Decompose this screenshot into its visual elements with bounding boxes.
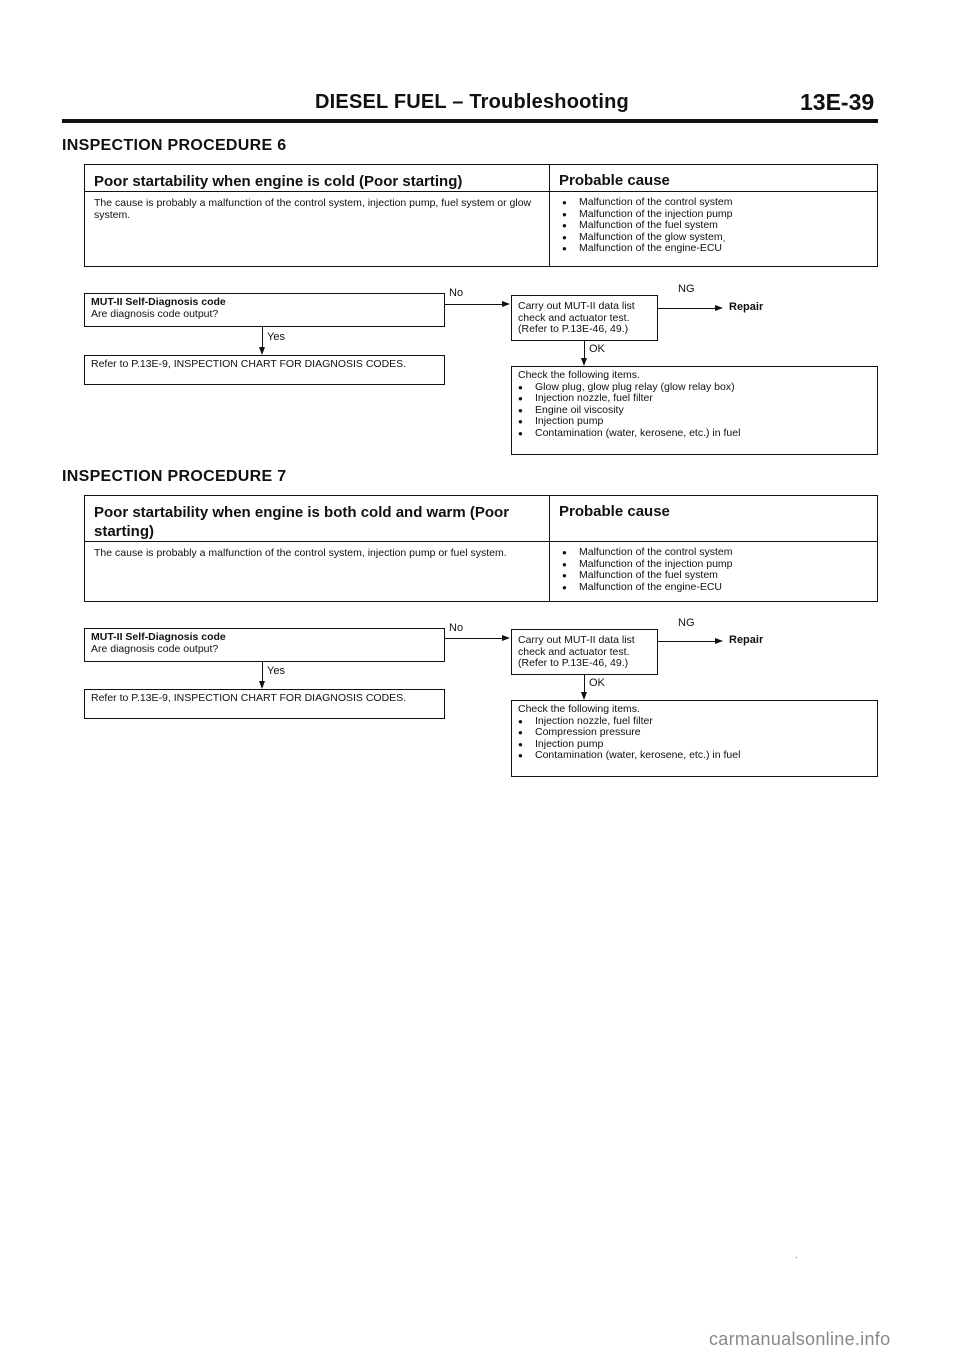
- probable-cause-heading: Probable cause: [550, 165, 878, 192]
- refer-text: Refer to P.13E-9, INSPECTION CHART FOR DIAGNOSIS CODES.: [91, 358, 407, 370]
- yes-label: Yes: [267, 665, 285, 677]
- refer-box: [84, 355, 445, 385]
- data-list-line: Carry out MUT-II data list: [518, 634, 635, 646]
- list-item: ● Malfunction of the injection pump: [562, 559, 877, 571]
- diagnosis-title: MUT-II Self-Diagnosis code: [91, 631, 226, 643]
- symptom-heading: Poor startability when engine is cold (Poor starting): [85, 165, 550, 192]
- diagnosis-question: Are diagnosis code output?: [91, 307, 219, 320]
- no-label: No: [449, 287, 464, 299]
- data-list-line: check and actuator test.: [518, 311, 630, 324]
- arrow-down-icon: [581, 358, 587, 366]
- ng-label: NG: [678, 617, 695, 629]
- ng-arrow-line: [658, 308, 716, 309]
- list-item: ● Malfunction of the engine-ECU: [562, 243, 877, 255]
- list-item: ● Malfunction of the glow systemˎ: [562, 232, 877, 244]
- no-arrow-line: [445, 638, 503, 639]
- procedure-6-table: [84, 164, 878, 267]
- ok-label: OK: [589, 677, 605, 689]
- arrow-down-icon: [259, 681, 265, 689]
- ok-label: OK: [589, 343, 605, 355]
- list-item: ● Malfunction of the fuel system: [562, 220, 877, 232]
- procedure-6-title: INSPECTION PROCEDURE 6: [62, 137, 287, 154]
- diagnosis-question: Are diagnosis code output?: [91, 642, 219, 655]
- list-item: ● Malfunction of the control system: [562, 197, 877, 209]
- arrow-right-icon: [715, 638, 723, 644]
- page-number: 13E-39: [800, 89, 875, 115]
- list-item: ● Injection pump: [518, 739, 871, 751]
- cause-description: The cause is probably a malfunction of the control system, injection pump or fuel system.: [85, 542, 550, 602]
- diagnosis-code-box: [84, 628, 445, 662]
- list-item: ● Injection nozzle, fuel filter: [518, 716, 871, 728]
- list-item: ● Malfunction of the fuel system: [562, 570, 877, 582]
- header-rule: [62, 119, 878, 123]
- watermark: carmanualsonline.info: [709, 1329, 891, 1349]
- yes-arrow-line: [262, 327, 263, 349]
- procedure-7-title: INSPECTION PROCEDURE 7: [62, 468, 287, 485]
- data-list-line: (Refer to P.13E-46, 49.): [518, 323, 629, 335]
- diagnosis-code-box: [84, 293, 445, 327]
- arrow-down-icon: [581, 692, 587, 700]
- stray-mark: .: [795, 1250, 798, 1261]
- refer-text: Refer to P.13E-9, INSPECTION CHART FOR DIAGNOSIS CODES.: [91, 692, 407, 704]
- list-item: ● Injection nozzle, fuel filter: [518, 393, 871, 405]
- arrow-right-icon: [502, 635, 510, 641]
- probable-cause-list: [550, 542, 878, 602]
- list-item: ● Glow plug, glow plug relay (glow relay box): [518, 382, 871, 394]
- page-title: DIESEL FUEL – Troubleshooting: [315, 91, 629, 113]
- procedure-7-table: [84, 495, 878, 602]
- list-item: ● Compression pressure: [518, 727, 871, 739]
- probable-cause-heading: Probable cause: [550, 496, 878, 542]
- diagnosis-title: MUT-II Self-Diagnosis code: [91, 296, 226, 308]
- list-item: ● Contamination (water, kerosene, etc.) in fuel: [518, 428, 871, 440]
- data-list-line: (Refer to P.13E-46, 49.): [518, 657, 629, 669]
- arrow-right-icon: [715, 305, 723, 311]
- list-item: ● Malfunction of the injection pump: [562, 209, 877, 221]
- check-items-box: [511, 366, 878, 455]
- cause-description: The cause is probably a malfunction of the control system, injection pump, fuel system or glow system.: [85, 192, 550, 267]
- symptom-heading: Poor startability when engine is both cold and warm (Poor starting): [85, 496, 550, 542]
- probable-cause-list: [550, 192, 878, 267]
- ng-arrow-line: [658, 641, 716, 642]
- yes-arrow-line: [262, 662, 263, 683]
- data-list-box: [511, 295, 658, 341]
- yes-label: Yes: [267, 331, 285, 343]
- repair-label: Repair: [729, 301, 764, 313]
- list-item: ● Contamination (water, kerosene, etc.) in fuel: [518, 750, 871, 762]
- data-list-line: Carry out MUT-II data list: [518, 300, 635, 312]
- list-item: ● Malfunction of the engine-ECU: [562, 582, 877, 594]
- no-label: No: [449, 622, 464, 634]
- data-list-line: check and actuator test.: [518, 645, 630, 658]
- no-arrow-line: [445, 304, 503, 305]
- repair-label: Repair: [729, 634, 764, 646]
- list-item: ● Injection pump: [518, 416, 871, 428]
- data-list-box: [511, 629, 658, 675]
- check-items-box: [511, 700, 878, 777]
- list-item: ● Engine oil viscosity: [518, 405, 871, 417]
- ng-label: NG: [678, 283, 695, 295]
- refer-box: [84, 689, 445, 719]
- check-title: Check the following items.: [518, 369, 640, 381]
- check-title: Check the following items.: [518, 703, 640, 715]
- arrow-right-icon: [502, 301, 510, 307]
- arrow-down-icon: [259, 347, 265, 355]
- list-item: ● Malfunction of the control system: [562, 547, 877, 559]
